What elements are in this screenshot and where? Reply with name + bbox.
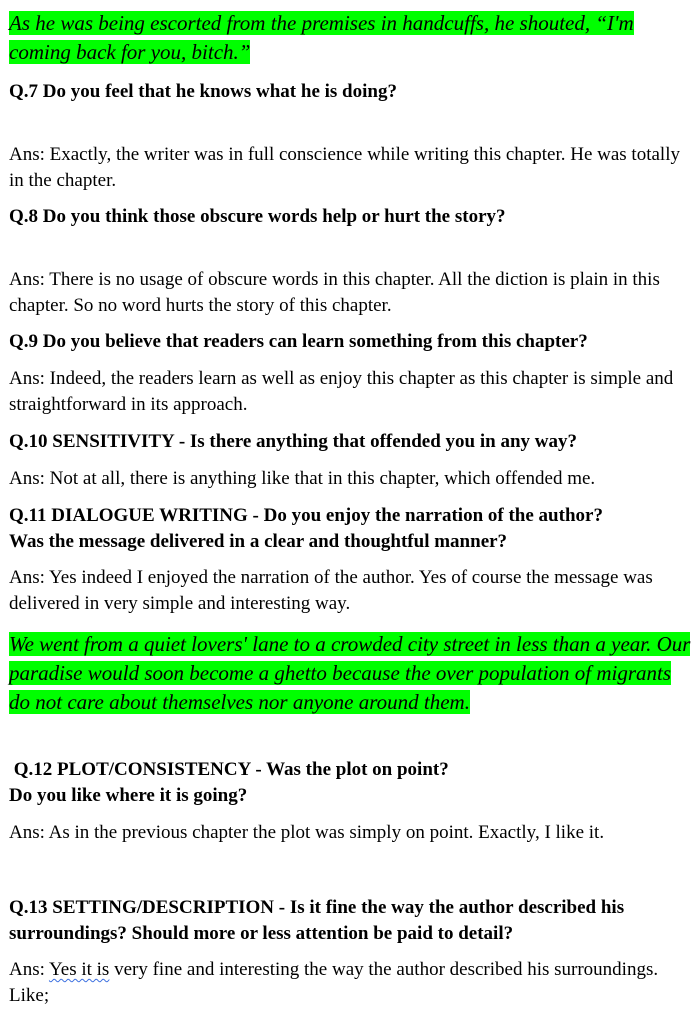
quote-1-text: As he was being escorted from the premises in handcuffs, he shouted, “I'm coming back for you, bitch.”: [9, 11, 634, 64]
question-9: Q.9 Do you believe that readers can learn something from this chapter?: [9, 331, 588, 352]
answer-10: Ans: Not at all, there is anything like that in this chapter, which offended me.: [9, 468, 596, 489]
answer-9: Ans: Indeed, the readers learn as well as enjoy this chapter as this chapter is simple and straightforward in its approach.: [9, 368, 674, 415]
answer-13-prefix: Ans:: [9, 959, 49, 980]
answer-8: Ans: There is no usage of obscure words in this chapter. All the diction is plain in this chapter. So no word hurts the story of this chapter.: [9, 269, 660, 316]
answer-13-rest: very fine and interesting the way the author described his surroundings. Like;: [9, 959, 659, 1006]
quote-2-text: We went from a quiet lovers' lane to a crowded city street in less than a year. Our paradise would soon become a ghetto because the over population of migrants do not care about themselves nor anyone around them.: [9, 632, 691, 714]
quote-2: [9, 630, 695, 717]
answer-12: Ans: As in the previous chapter the plot was simply on point. Exactly, I like it.: [9, 822, 605, 843]
spellcheck-underlined-text[interactable]: Yes it is: [48, 959, 110, 980]
question-13: Q.13 SETTING/DESCRIPTION - Is it fine the way the author described his surroundings? Should more or less attention be paid to detail?: [9, 897, 625, 944]
answer-11: Ans: Yes indeed I enjoyed the narration of the author. Yes of course the message was delivered in very simple and interesting way.: [9, 567, 653, 614]
question-8: Q.8 Do you think those obscure words help or hurt the story?: [9, 206, 506, 227]
question-10: Q.10 SENSITIVITY - Is there anything that offended you in any way?: [9, 431, 577, 452]
answer-7: Ans: Exactly, the writer was in full conscience while writing this chapter. He was totally in the chapter.: [9, 144, 680, 191]
question-7: Q.7 Do you feel that he knows what he is doing?: [9, 81, 397, 102]
question-12: [9, 757, 695, 809]
question-12-line-2: Do you like where it is going?: [9, 785, 248, 806]
answer-13: [9, 957, 695, 1009]
question-11: [9, 503, 695, 555]
question-12-line-1: Q.12 PLOT/CONSISTENCY - Was the plot on point?: [9, 759, 449, 780]
question-11-line-2: Was the message delivered in a clear and thoughtful manner?: [9, 531, 508, 552]
question-11-line-1: Q.11 DIALOGUE WRITING - Do you enjoy the narration of the author?: [9, 505, 603, 526]
quote-1: [9, 9, 695, 67]
